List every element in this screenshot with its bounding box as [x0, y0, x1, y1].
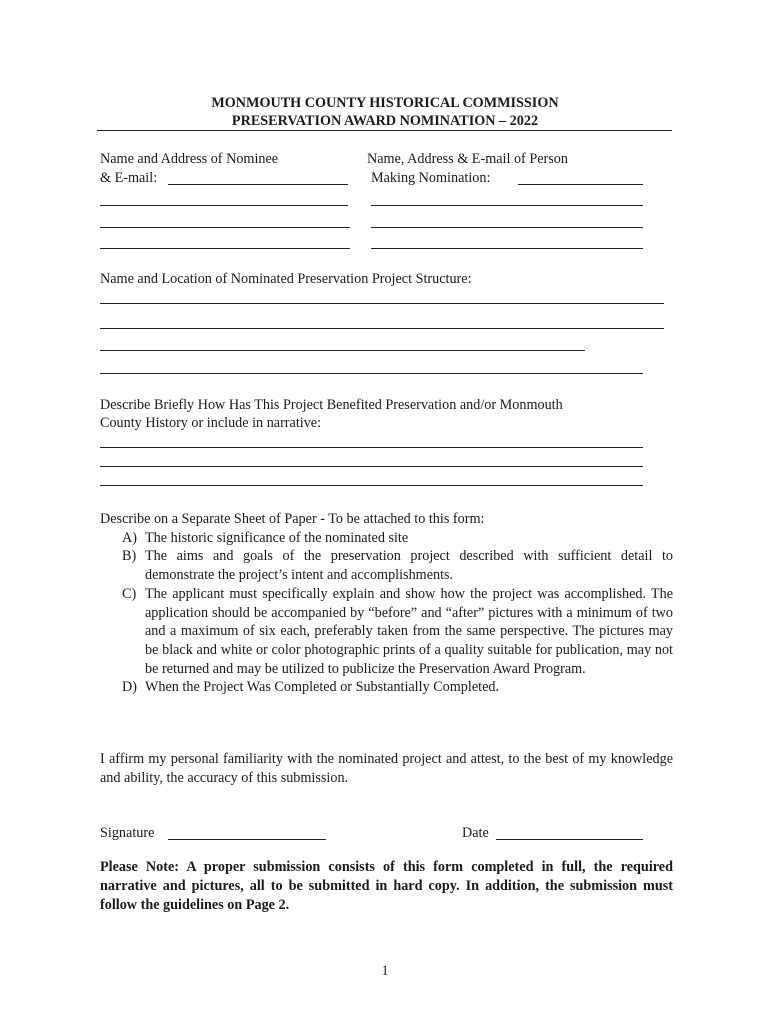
nominator-line-4[interactable] — [371, 248, 643, 249]
benefit-line-3[interactable] — [100, 485, 643, 486]
list-item — [100, 529, 673, 548]
signature-line[interactable] — [168, 839, 326, 840]
form-title-line1: MONMOUTH COUNTY HISTORICAL COMMISSION — [211, 95, 559, 111]
benefit-line-2[interactable] — [100, 466, 643, 467]
nominee-line-1[interactable] — [168, 184, 348, 185]
list-text: The applicant must specifically explain and show how the project was accomplished. The application should be accompanied by “before” and “after” pictures with a minimum of two and a maximum of six each, preferably taken from the same perspective. The pictures may be black and white or color photographic prints of a quality suitable for publication, may not be returned and may be utilized to publicize the Preservation Award Program. — [145, 585, 673, 677]
separate-sheet-section — [100, 510, 673, 697]
nominee-line-4[interactable] — [100, 248, 350, 249]
project-location-label: Name and Location of Nominated Preservation Project Structure: — [100, 271, 472, 287]
list-letter: B) — [122, 548, 137, 565]
benefit-label: Describe Briefly How Has This Project Benefited Preservation and/or Monmouth — [100, 397, 563, 413]
list-item — [100, 678, 673, 697]
separate-sheet-intro: Describe on a Separate Sheet of Paper - To be attached to this form: — [100, 511, 485, 527]
header-divider — [97, 130, 672, 131]
list-text: The historic significance of the nominated site — [145, 529, 409, 546]
nominator-line-3[interactable] — [371, 227, 643, 228]
nominator-line-2[interactable] — [371, 205, 643, 206]
project-location-line-2[interactable] — [100, 328, 664, 329]
list-letter: A) — [122, 529, 137, 546]
date-line[interactable] — [496, 839, 643, 840]
list-item — [100, 547, 673, 584]
nominator-label: Name, Address & E-mail of Person — [367, 151, 568, 167]
project-location-line-4[interactable] — [100, 373, 643, 374]
form-title-line2: PRESERVATION AWARD NOMINATION – 2022 — [231, 113, 539, 129]
submission-note: Please Note: A proper submission consists of this form completed in full, the required narrative and pictures, all to be submitted in hard copy. In addition, the submission must follow the guidelines on Page 2. — [100, 859, 673, 913]
project-location-line-3[interactable] — [100, 350, 585, 351]
benefit-line-1[interactable] — [100, 447, 643, 448]
list-letter: C) — [122, 585, 137, 602]
list-text: When the Project Was Completed or Substantially Completed. — [145, 679, 500, 696]
nominee-line-3[interactable] — [100, 227, 350, 228]
benefit-label-cont: County History or include in narrative: — [100, 415, 322, 431]
nominator-line-1[interactable] — [518, 184, 643, 185]
nominee-line-2[interactable] — [100, 205, 348, 206]
nominee-email-label: & E-mail: — [100, 170, 158, 186]
list-text: The aims and goals of the preservation project described with sufficient detail to demonstrate the project’s intent and accomplishments. — [145, 548, 673, 584]
list-letter: D) — [122, 679, 137, 696]
nominee-label: Name and Address of Nominee — [100, 151, 279, 167]
affirmation-text: I affirm my personal familiarity with the nominated project and attest, to the best of my knowledge and ability, the accuracy of this submission. — [100, 751, 673, 786]
page-number: 1 — [381, 963, 389, 979]
list-item — [100, 585, 673, 679]
nominator-sub-label: Making Nomination: — [371, 170, 491, 186]
date-label: Date — [462, 825, 489, 841]
project-location-line-1[interactable] — [100, 303, 664, 304]
signature-label: Signature — [100, 825, 155, 841]
